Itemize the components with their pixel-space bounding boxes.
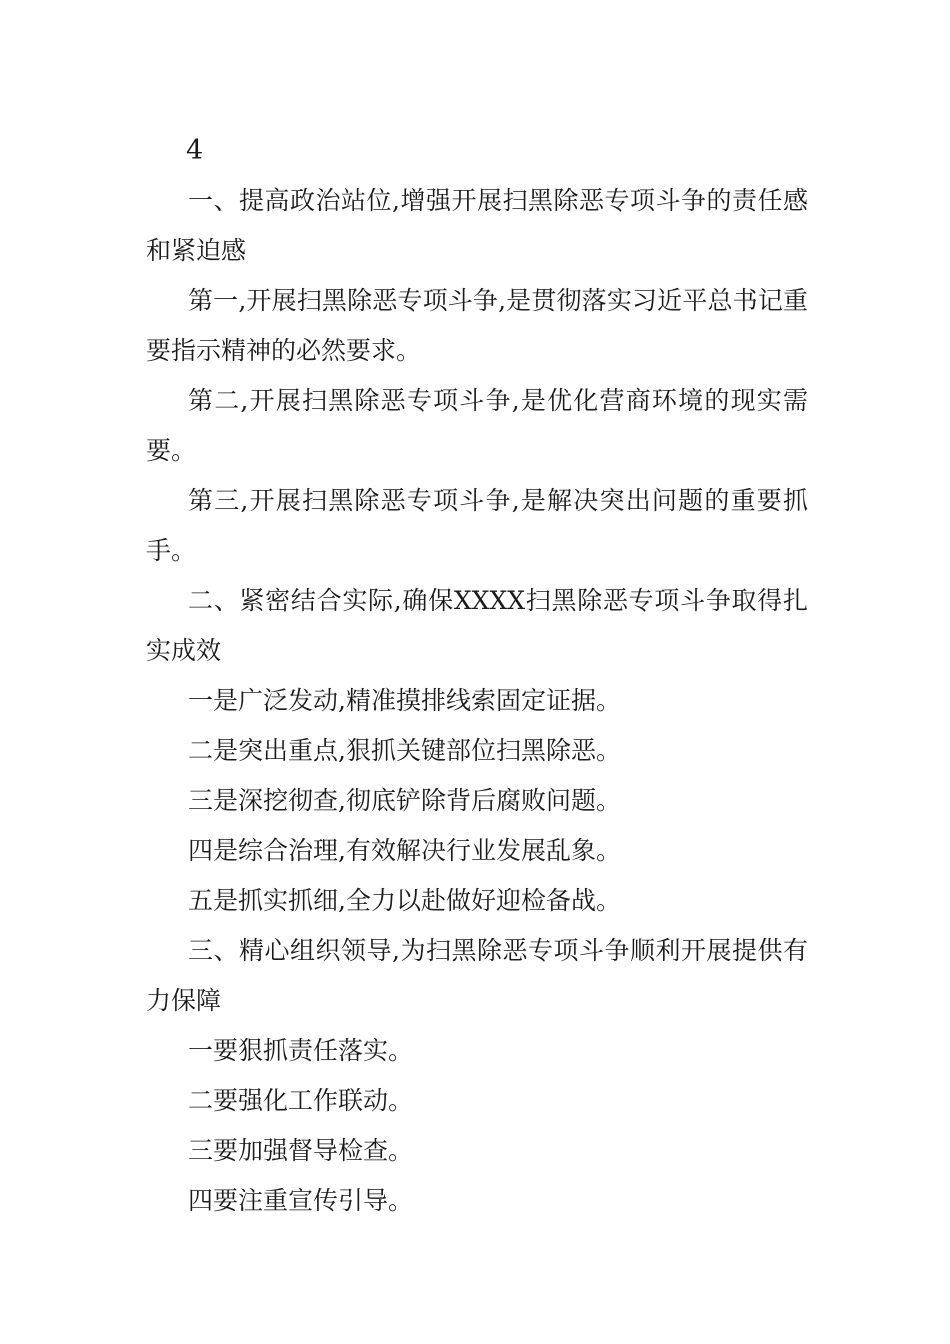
list-item: 一要狠抓责任落实。 — [188, 1036, 414, 1065]
page-number: 4 — [186, 135, 204, 166]
paragraph-third: 第三,开展扫黑除恶专项斗争,是解决突出问题的重要抓手。 — [146, 486, 808, 565]
paragraph-second: 第二,开展扫黑除恶专项斗争,是优化营商环境的现实需要。 — [146, 386, 808, 465]
list-item: 四要注重宣传引导。 — [188, 1186, 414, 1215]
list-item: 二要强化工作联动。 — [188, 1086, 414, 1115]
list-item: 一是广泛发动,精准摸排线索固定证据。 — [188, 686, 621, 715]
list-item: 五是抓实抓细,全力以赴做好迎检备战。 — [188, 886, 621, 915]
list-item: 三要加强督导检查。 — [188, 1136, 414, 1165]
section-heading-2: 二、紧密结合实际,确保XXXX扫黑除恶专项斗争取得扎实成效 — [146, 586, 808, 665]
paragraph-first: 第一,开展扫黑除恶专项斗争,是贯彻落实习近平总书记重要指示精神的必然要求。 — [146, 286, 808, 365]
list-item: 四是综合治理,有效解决行业发展乱象。 — [188, 836, 621, 865]
list-item: 二是突出重点,狠抓关键部位扫黑除恶。 — [188, 736, 621, 765]
section-heading-1: 一、提高政治站位,增强开展扫黑除恶专项斗争的责任感和紧迫感 — [146, 186, 808, 265]
section-heading-3: 三、精心组织领导,为扫黑除恶专项斗争顺利开展提供有力保障 — [146, 936, 808, 1015]
document-body — [146, 126, 808, 1226]
list-item: 三是深挖彻查,彻底铲除背后腐败问题。 — [188, 786, 621, 815]
